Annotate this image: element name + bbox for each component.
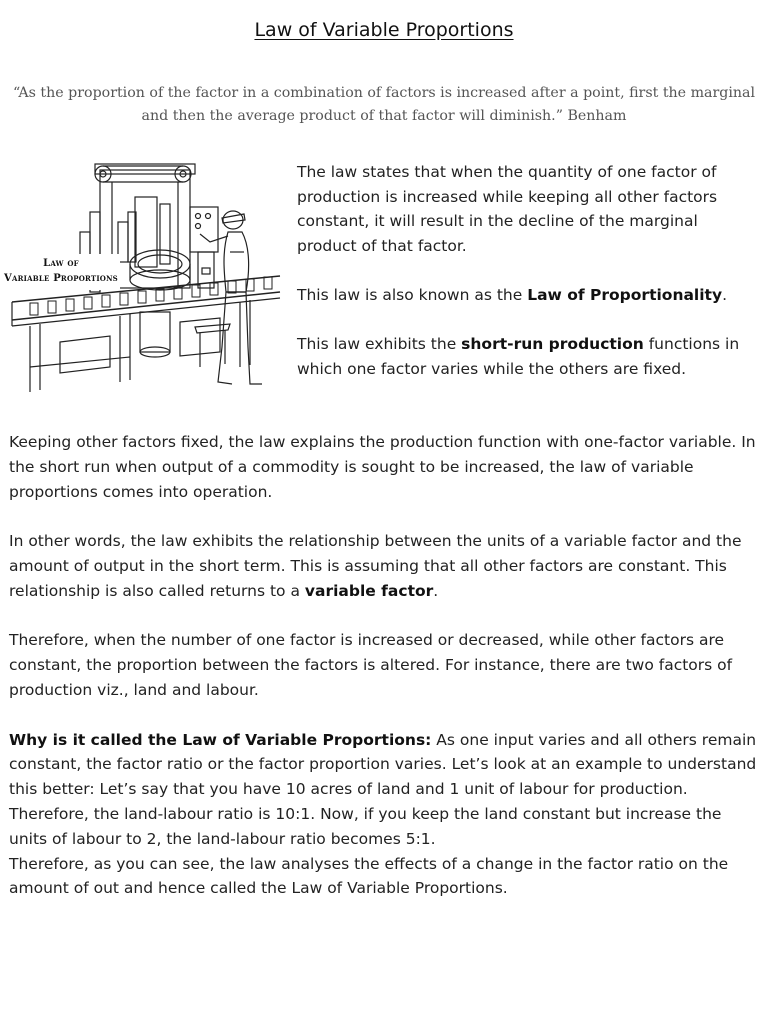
machine-illustration (0, 152, 290, 402)
page-title: Law of Variable Proportions (254, 19, 514, 41)
short-run-production-term: short-run production (461, 335, 644, 354)
variable-factor-term: variable factor (304, 581, 434, 600)
law-of-proportionality-term: Law of Proportionality (527, 285, 723, 304)
intro-paragraph-1: The law states that when the quantity of one factor of production is increased while keeping all other factors constant, it will result in the decline of the marginal product of that factor. (297, 163, 718, 255)
figure-caption (2, 256, 120, 286)
main-body (9, 430, 764, 901)
body-paragraph-3: Therefore, when the number of one factor is increased or decreased, while other factors are constant, the proportion between the factors is altered. For instance, there are two factors of production viz., land and labour. (9, 631, 733, 699)
intro-paragraph-3: This law exhibits the short-run production functions in which one factor varies while the others are fixed. (297, 335, 740, 378)
why-called-heading: Why is it called the Law of Variable Proportions: (9, 730, 432, 749)
body-paragraph-2: In other words, the law exhibits the relationship between the units of a variable factor and the amount of output in the short term. This is assuming that all other factors are constant. This relationship is also called returns to a variable factor. (9, 532, 742, 600)
figure-caption-line1: Law of (43, 258, 79, 269)
body-paragraph-1: Keeping other factors fixed, the law explains the production function with one-factor variable. In the short run when output of a commodity is sought to be increased, the law of variable proportions comes into operation. (9, 433, 756, 501)
intro-column (297, 160, 757, 406)
intro-paragraph-2: This law is also known as the Law of Proportionality. (297, 285, 728, 304)
body-paragraph-5: Therefore, as you can see, the law analyses the effects of a change in the factor ratio on the amount of out and hence called the Law of Variable Proportions. (9, 854, 729, 898)
benham-quote: “As the proportion of the factor in a combination of factors is increased after a point, first the marginal and then the average product of that factor will diminish.” Benham (12, 85, 756, 124)
figure-caption-line2: Variable Proportions (4, 273, 118, 284)
body-paragraph-4: Why is it called the Law of Variable Proportions: As one input varies and all others remain constant, the factor ratio or the factor proportion varies. Let’s look at an example to understand this better: Let’s say that you have 10 acres of land and 1 unit of labour for production. Therefore, the land-labour ratio is 10:1. Now, if you keep the land constant but increase the units of labour to 2, the land-labour ratio becomes 5:1. (9, 730, 757, 848)
